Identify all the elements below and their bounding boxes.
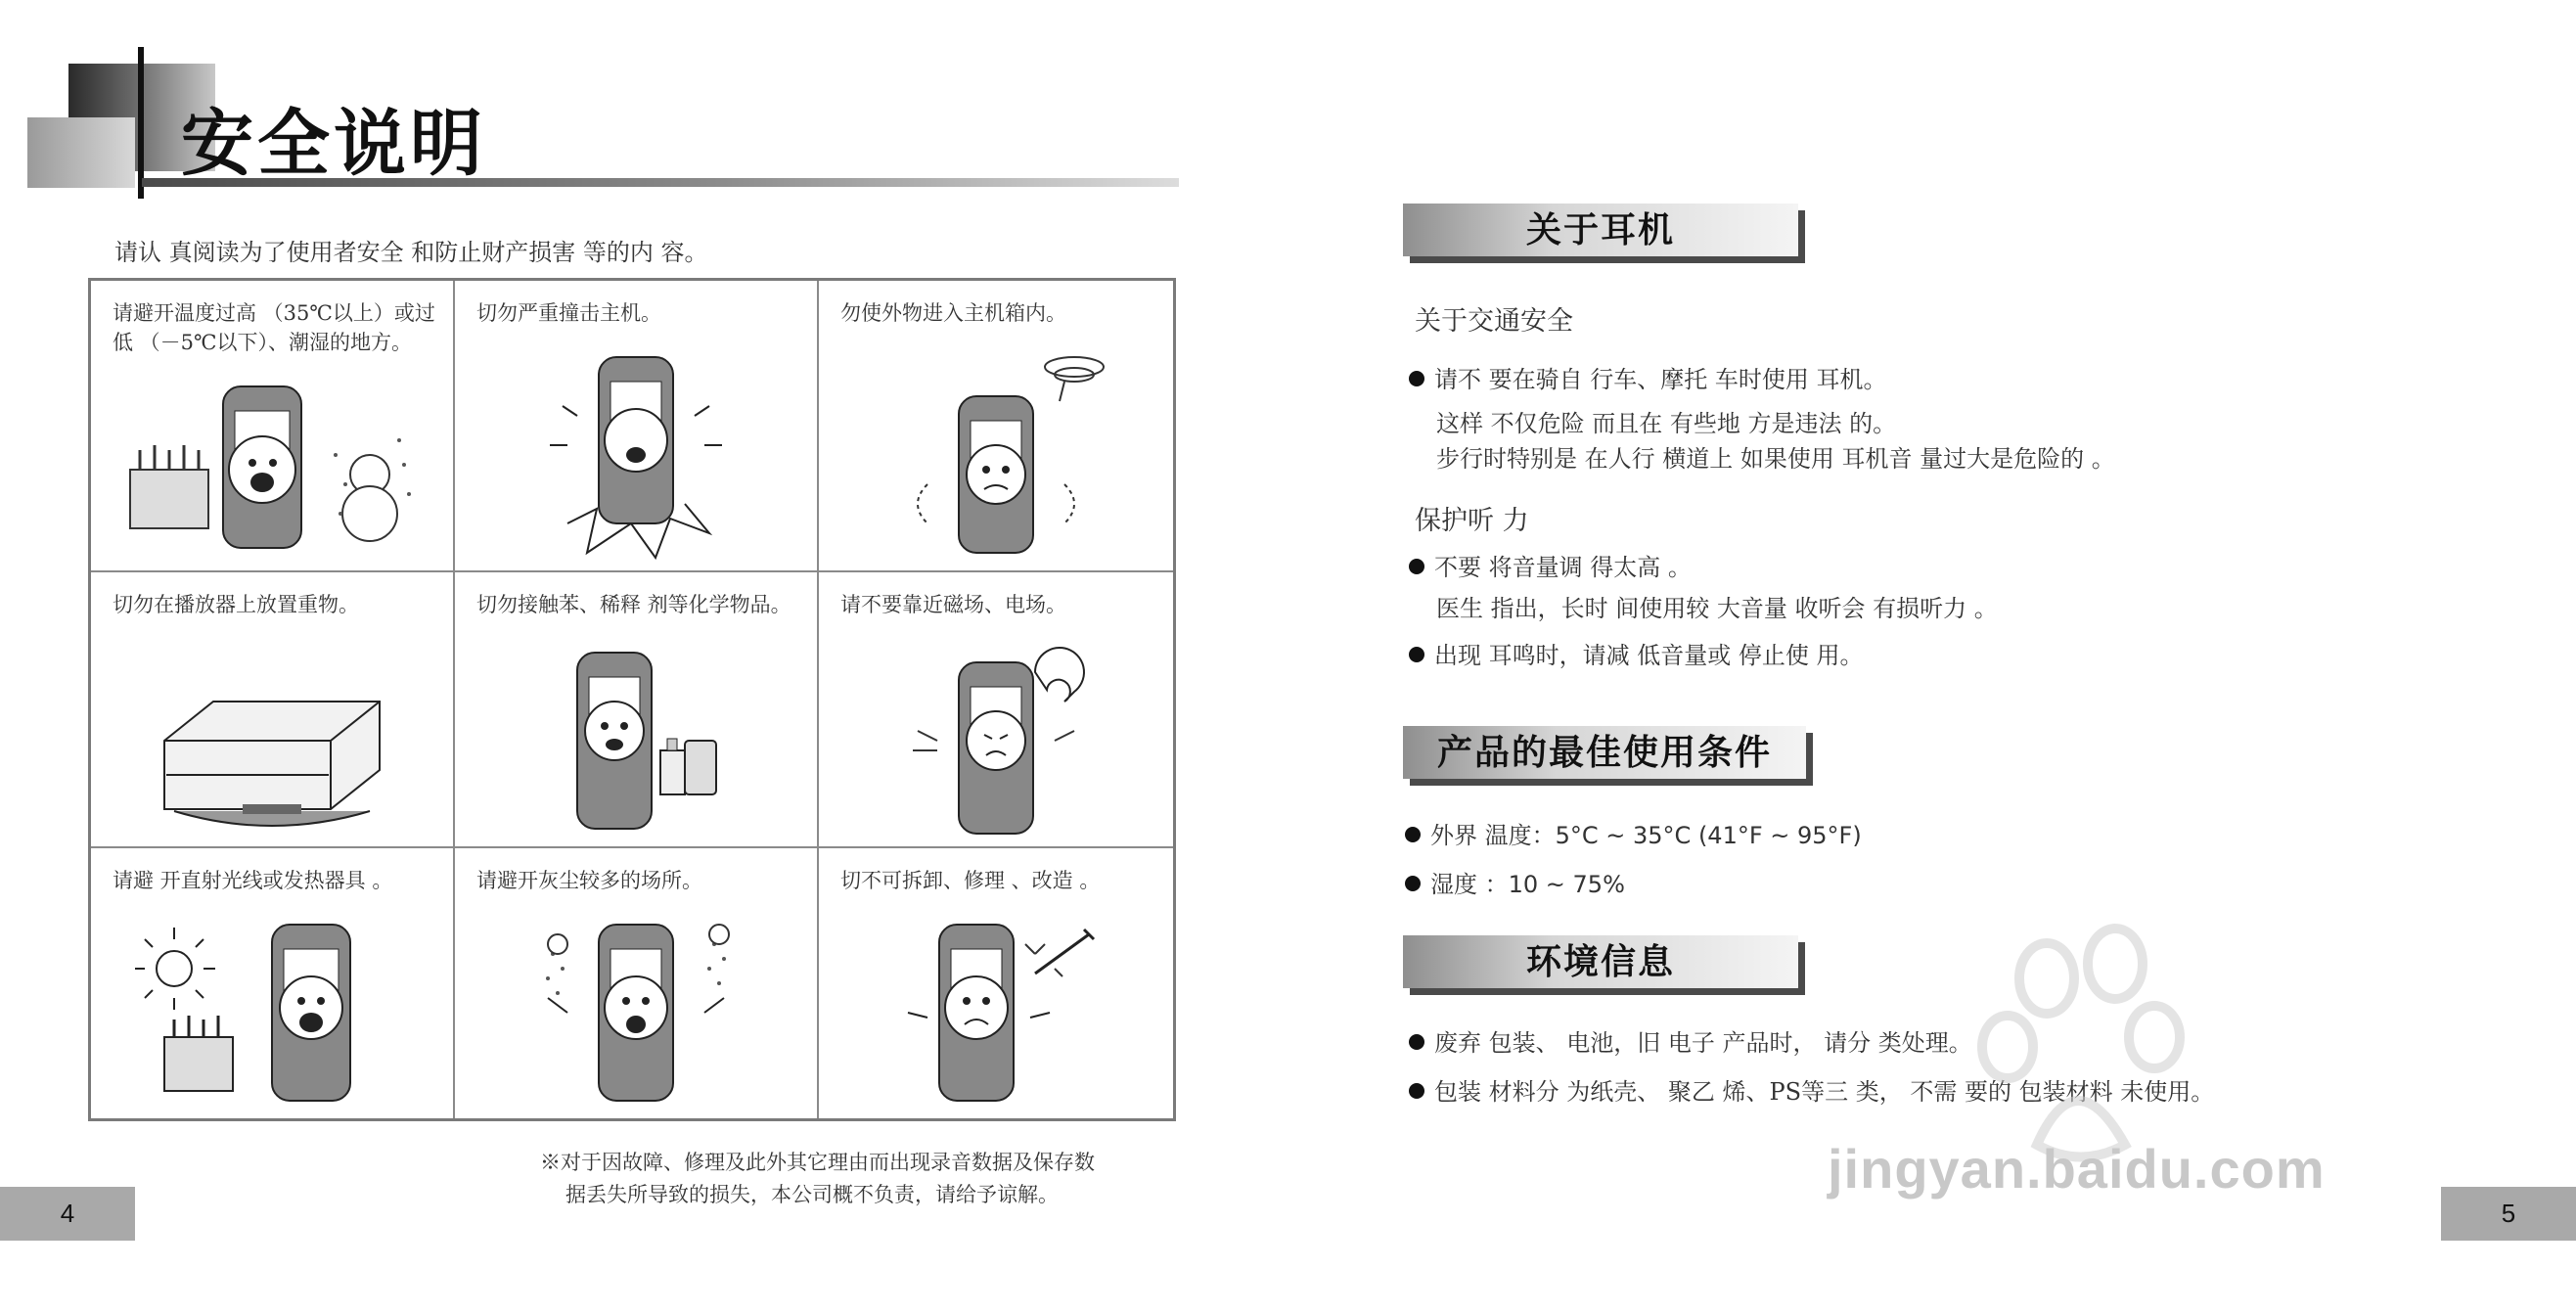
- safety-cell-text: 切勿接触苯、稀释 剂等化学物品。: [476, 593, 791, 616]
- heavy-object-icon: [145, 682, 399, 838]
- safety-cell-text: 切勿在播放器上放置重物。: [113, 593, 359, 616]
- section-heading-text: 环境信息: [1525, 941, 1675, 982]
- bullet-text: 废弃 包装、 电池，旧 电子 产品时， 请分 类处理。: [1434, 1029, 1972, 1057]
- safety-grid: [88, 278, 1176, 1121]
- bullet-text: 湿度 ：10 ~ 75%: [1430, 871, 1625, 898]
- bullet-continuation: 这样 不仅危险 而且在 有些地 方是违法 的。: [1436, 410, 1897, 437]
- page-title: 安全说明: [181, 102, 486, 186]
- section-heading-environment: [1403, 935, 1798, 988]
- safety-cell-heavy-object: [91, 572, 455, 848]
- bullet-text: 包装 材料分 为纸壳、 聚乙 烯、PS等三 类， 不需 要的 包装材料 未使用。: [1434, 1078, 2215, 1106]
- title-deco-vertical-line: [138, 47, 144, 199]
- bullet-continuation: 医生 指出，长时 间使用较 大音量 收听会 有损听力 。: [1436, 595, 1998, 622]
- bullet-dot: [1409, 647, 1424, 662]
- safety-cell-chemicals: [455, 572, 819, 848]
- bullet-item: [1409, 636, 1864, 670]
- bullet-item: [1409, 360, 1887, 394]
- bullet-item: [1405, 865, 1625, 899]
- safety-cell-magnet: [819, 572, 1173, 848]
- foreign-object-icon: [879, 338, 1113, 563]
- disassemble-icon: [888, 915, 1104, 1110]
- bullet-dot: [1405, 876, 1421, 891]
- bullet-item: [1405, 816, 1862, 850]
- sub-heading-hearing-protection: 保护听 力: [1415, 506, 1529, 536]
- bullet-continuation: 步行时特别是 在人行 横道上 如果使用 耳机音 量过大是危险的 。: [1436, 445, 2115, 473]
- bullet-dot: [1405, 827, 1421, 842]
- chemicals-icon: [538, 643, 734, 838]
- sunlight-heater-icon: [135, 915, 409, 1110]
- safety-cell-text: 请不要靠近磁场、电场。: [840, 593, 1066, 616]
- safety-cell-text: 切勿严重撞击主机。: [476, 301, 661, 325]
- safety-cell-text: 请避开灰尘较多的场所。: [476, 869, 702, 892]
- bullet-text: 出现 耳鸣时，请减 低音量或 停止使 用。: [1434, 642, 1864, 669]
- magnet-icon: [888, 633, 1104, 838]
- bullet-dot: [1409, 559, 1424, 574]
- title-deco-light-square: [27, 117, 135, 188]
- heat-cold-icon: [111, 377, 433, 563]
- safety-cell-disassemble: [819, 848, 1173, 1118]
- section-heading-earphones: [1403, 204, 1798, 256]
- impact-icon: [538, 347, 734, 563]
- safety-cell-impact: [455, 281, 819, 572]
- footnote-line-2: 据丢失所导致的损失，本公司概不负责，请给予谅解。: [565, 1183, 1059, 1206]
- safety-cell-sunlight: [91, 848, 455, 1118]
- bullet-dot: [1409, 1083, 1424, 1099]
- section-heading-usage-conditions: [1403, 726, 1806, 779]
- safety-cell-temperature: [91, 281, 455, 572]
- safety-cell-text: 勿使外物进入主机箱内。: [840, 301, 1066, 325]
- bullet-text: 不要 将音量调 得太高 。: [1434, 554, 1692, 581]
- bullet-item: [1409, 548, 1692, 582]
- bullet-text: 外界 温度：5°C ~ 35°C (41°F ~ 95°F): [1430, 822, 1862, 849]
- safety-cell-dust: [455, 848, 819, 1118]
- safety-cell-text: 请避 开直射光线或发热器具 。: [113, 869, 393, 892]
- section-heading-text: 产品的最佳使用条件: [1436, 732, 1772, 773]
- page-number-right: 5: [2441, 1187, 2576, 1241]
- section-heading-text: 关于耳机: [1525, 209, 1675, 250]
- footnote: [540, 1147, 1095, 1211]
- watermark-url: jingyan.baidu.com: [1828, 1138, 2326, 1200]
- footnote-line-1: ※对于因故障、修理及此外其它理由而出现录音数据及保存数: [540, 1151, 1095, 1174]
- sub-heading-traffic-safety: 关于交通安全: [1415, 306, 1573, 337]
- page-number-left: 4: [0, 1187, 135, 1241]
- intro-text: 请认 真阅读为了使用者安全 和防止财产损害 等的内 容。: [114, 239, 708, 266]
- safety-cell-foreign-object: [819, 281, 1173, 572]
- bullet-text: 请不 要在骑自 行车、摩托 车时使用 耳机。: [1434, 366, 1887, 393]
- bullet-dot: [1409, 1034, 1424, 1050]
- safety-cell-text: 切不可拆卸、修理 、改造 。: [840, 869, 1101, 892]
- bullet-dot: [1409, 371, 1424, 386]
- dust-icon: [528, 915, 744, 1110]
- safety-cell-text: 请避开温度过高 （35℃以上）或过低 （－5℃以下）、潮湿的地方。: [113, 301, 435, 354]
